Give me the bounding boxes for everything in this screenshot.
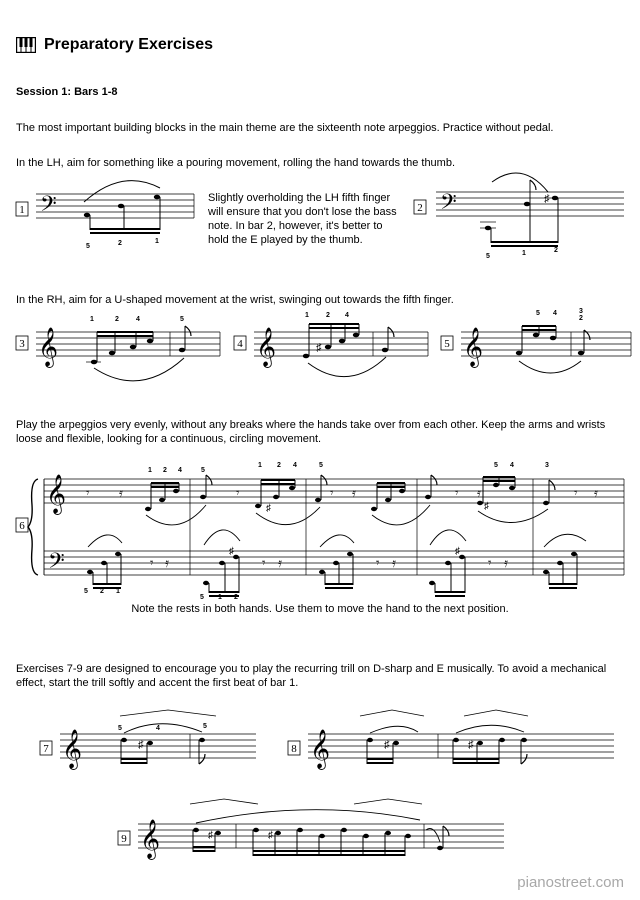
finger-number: 2 <box>554 247 558 254</box>
finger-number: 1 <box>522 250 526 257</box>
sixteenth-rest-icon: 𝄿 <box>594 485 598 500</box>
sharp-icon: ♯ <box>468 739 474 751</box>
lh-instruction: In the LH, aim for something like a pouring movement, rolling the hand towards the thumb. <box>16 157 456 169</box>
finger-number: 5 <box>118 725 122 732</box>
lh-note: Slightly overholding the LH fifth finger will ensure that you don't lose the bass note. In bar 2, however, it's better to hold the E played by the thumb. <box>208 192 397 246</box>
watermark: pianostreet.com <box>517 874 624 891</box>
sixteenth-rest-icon: 𝄿 <box>352 485 356 500</box>
treble-clef-icon: 𝄞 <box>463 328 484 366</box>
evenly-instruction: Play the arpeggios very evenly, without any breaks where the hands take over from each other. Keep the arms and wrists loose and flexible, looking for a continuous, circling movement. <box>16 419 606 445</box>
sharp-icon: ♯ <box>266 503 271 514</box>
piano-keys-icon <box>16 37 36 53</box>
sixteenth-rest-icon: 𝄿 <box>392 555 396 570</box>
treble-clef-icon: 𝄞 <box>62 730 83 768</box>
finger-number: 4 <box>156 725 160 732</box>
finger-number: 4 <box>510 462 514 469</box>
finger-number: 5 <box>536 310 540 317</box>
exercise-9-number: 9 <box>121 833 127 845</box>
hairpin-icon <box>120 710 216 716</box>
eighth-rest-icon: 𝄾 <box>262 555 266 570</box>
sharp-icon: ♯ <box>229 546 234 557</box>
treble-clef-icon: 𝄞 <box>38 328 59 366</box>
finger-number: 5 <box>486 253 490 260</box>
eighth-rest-icon: 𝄾 <box>150 555 154 570</box>
treble-clef-icon: 𝄞 <box>46 475 67 513</box>
finger-number: 4 <box>178 467 182 474</box>
finger-number: 1 <box>90 316 94 323</box>
finger-number: 1 <box>305 312 309 319</box>
finger-number: 5 <box>201 467 205 474</box>
sharp-icon: ♯ <box>316 342 322 354</box>
finger-number: 3 <box>545 462 549 469</box>
finger-number: 1 <box>218 594 222 601</box>
hairpin-icon <box>190 799 258 804</box>
finger-number: 3 <box>579 308 583 315</box>
sixteenth-rest-icon: 𝄿 <box>477 485 481 500</box>
exercise-9-staff <box>110 790 510 875</box>
finger-number: 5 <box>200 594 204 601</box>
treble-clef-icon: 𝄞 <box>256 328 277 366</box>
finger-number: 1 <box>148 467 152 474</box>
eighth-rest-icon: 𝄾 <box>236 485 240 500</box>
exercise-3-staff <box>0 308 225 383</box>
exercise-2-number: 2 <box>417 202 423 214</box>
finger-number: 5 <box>180 316 184 323</box>
exercise-6-number: 6 <box>19 520 25 532</box>
page-title: Preparatory Exercises <box>44 36 213 53</box>
eighth-rest-icon: 𝄾 <box>455 485 459 500</box>
eighth-rest-icon: 𝄾 <box>574 485 578 500</box>
finger-number: 4 <box>293 462 297 469</box>
finger-number: 1 <box>116 588 120 595</box>
sharp-icon: ♯ <box>138 739 144 751</box>
exercise-7-staff <box>0 700 270 785</box>
treble-clef-icon: 𝄞 <box>140 820 161 858</box>
finger-number: 2 <box>163 467 167 474</box>
rests-note: Note the rests in both hands. Use them to move the hand to the next position. <box>131 603 509 615</box>
sixteenth-rest-icon: 𝄿 <box>278 555 282 570</box>
hairpin-icon <box>354 799 422 804</box>
exercise-1-staff <box>0 170 210 260</box>
sharp-icon: ♯ <box>484 501 489 512</box>
finger-number: 2 <box>100 588 104 595</box>
exercise-7-number: 7 <box>43 743 49 755</box>
exercise-3-number: 3 <box>19 338 25 350</box>
finger-number: 1 <box>155 238 159 245</box>
bass-clef-icon: 𝄢 <box>440 189 457 219</box>
bass-clef-icon: 𝄢 <box>40 191 57 221</box>
finger-number: 2 <box>115 316 119 323</box>
finger-number: 2 <box>118 240 122 247</box>
exercise-8-staff <box>280 700 620 785</box>
eighth-rest-icon: 𝄾 <box>86 485 90 500</box>
eighth-rest-icon: 𝄾 <box>376 555 380 570</box>
finger-number: 2 <box>579 315 583 322</box>
finger-number: 5 <box>494 462 498 469</box>
exercise-4-number: 4 <box>237 338 243 350</box>
sharp-icon: ♯ <box>384 739 390 751</box>
finger-number: 5 <box>319 462 323 469</box>
finger-number: 1 <box>258 462 262 469</box>
hairpin-icon <box>360 710 424 716</box>
exercise-4-staff <box>228 305 433 385</box>
exercise-1-number: 1 <box>19 204 25 216</box>
rh-instruction: In the RH, aim for a U-shaped movement at the wrist, swinging out towards the fifth finger. <box>16 294 454 306</box>
eighth-rest-icon: 𝄾 <box>330 485 334 500</box>
sixteenth-rest-icon: 𝄿 <box>119 485 123 500</box>
sharp-icon: ♯ <box>455 546 460 557</box>
exercise-5-staff <box>435 305 635 385</box>
session-heading: Session 1: Bars 1-8 <box>16 86 118 98</box>
trill-instruction: Exercises 7-9 are designed to encourage you to play the recurring trill on D-sharp and E musically. To avoid a mechanical effect, start the trill softly and accent the first beat of bar 1. <box>16 663 607 689</box>
sharp-icon: ♯ <box>268 830 273 841</box>
exercise-8-number: 8 <box>291 743 297 755</box>
sharp-icon: ♯ <box>208 830 213 841</box>
exercise-5-number: 5 <box>444 338 450 350</box>
eighth-rest-icon: 𝄾 <box>488 555 492 570</box>
finger-number: 5 <box>86 243 90 250</box>
title-row <box>16 36 213 54</box>
treble-clef-icon: 𝄞 <box>310 730 331 768</box>
sixteenth-rest-icon: 𝄿 <box>504 555 508 570</box>
hairpin-icon <box>464 710 528 716</box>
intro-paragraph: The most important building blocks in the main theme are the sixteenth note arpeggios. Practice without pedal. <box>16 122 554 134</box>
finger-number: 2 <box>326 312 330 319</box>
finger-number: 4 <box>136 316 140 323</box>
finger-number: 2 <box>234 594 238 601</box>
sharp-icon: ♯ <box>544 193 550 205</box>
exercise-6-grand-staff <box>0 455 640 600</box>
finger-number: 5 <box>84 588 88 595</box>
bass-clef-icon: 𝄢 <box>48 548 65 578</box>
finger-number: 4 <box>553 310 557 317</box>
finger-number: 2 <box>277 462 281 469</box>
sixteenth-rest-icon: 𝄿 <box>165 555 169 570</box>
finger-number: 4 <box>345 312 349 319</box>
exercise-2-staff <box>410 170 630 265</box>
finger-number: 5 <box>203 723 207 730</box>
